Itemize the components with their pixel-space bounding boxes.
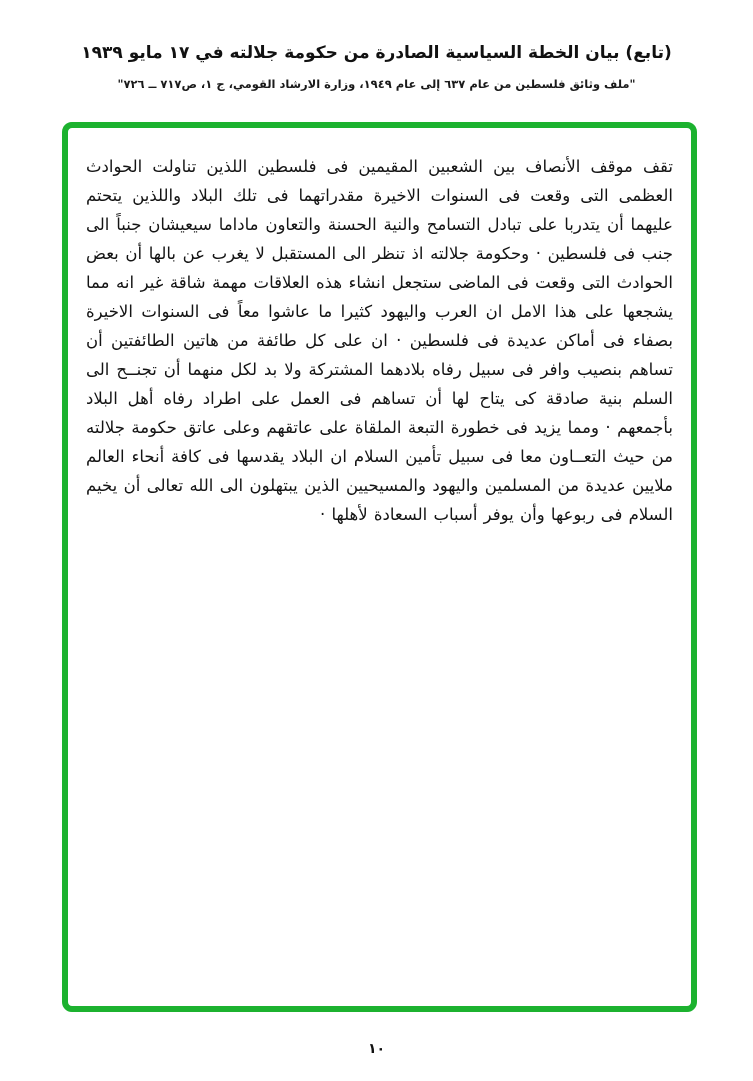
highlight-box bbox=[62, 122, 697, 1012]
page-footer bbox=[0, 1038, 753, 1057]
document-source-citation: "ملف وثائق فلسطين من عام ٦٣٧ إلى عام ١٩٤٩، وزارة الارشاد القومي، ج ١، ص٧١٧ ــ ٧٢٦" bbox=[117, 76, 636, 91]
document-title: (تابع) بيان الخطة السياسية الصادرة من حكومة جلالته في ١٧ مايو ١٩٣٩ bbox=[81, 43, 672, 63]
body-paragraph: تقف موقف الأنصاف بين الشعبين المقيمين فى فلسطين اللذين تناولت الحوادث العظمى التى وقعت فى السنوات الاخيرة مقدراتهما فى تلك البلاد واللذين يتحتم عليهما أن يتدربا على تبادل التسامح والنية الحسنة والتعاون ماداما سيعيشان جنباً الى جنب فى فلسطين · وحكومة جلالته اذ تنظر الى المستقبل لا يغرب عن بالها أن بعض الحوادث التى وقعت فى الماضى ستجعل انشاء هذه العلاقات مهمة شاقة غير انه مما يشجعها على هذا الامل ان العرب واليهود كثيرا ما عاشوا معاً فى السنوات الاخيرة بصفاء فى أماكن عديدة فى فلسطين · ان على كل طائفة من هاتين الطائفتين أن تساهم بنصيب وافر فى سبيل رفاه بلادهما المشتركة ولا بد لكل منهما أن تجنــح الى السلم بنية صادقة كى يتاح لها أن تساهم فى العمل على اطراد رفاه أهل البلاد بأجمعهم · ومما يزيد فى خطورة التبعة الملقاة على عاتقهم وعلى عاتق حكومة جلالته من حيث التعــاون معا فى سبيل تأمين السلام ان البلاد يقدسها فى كافة أنحاء العالم ملايين عديدة من المسلمين واليهود والمسيحيين الذين يبتهلون الى الله تعالى أن يخيم السلام فى ربوعها وأن يوفر أسباب السعادة لأهلها · bbox=[86, 157, 673, 524]
document-header bbox=[0, 0, 753, 91]
page-number: ١٠ bbox=[367, 1041, 386, 1057]
